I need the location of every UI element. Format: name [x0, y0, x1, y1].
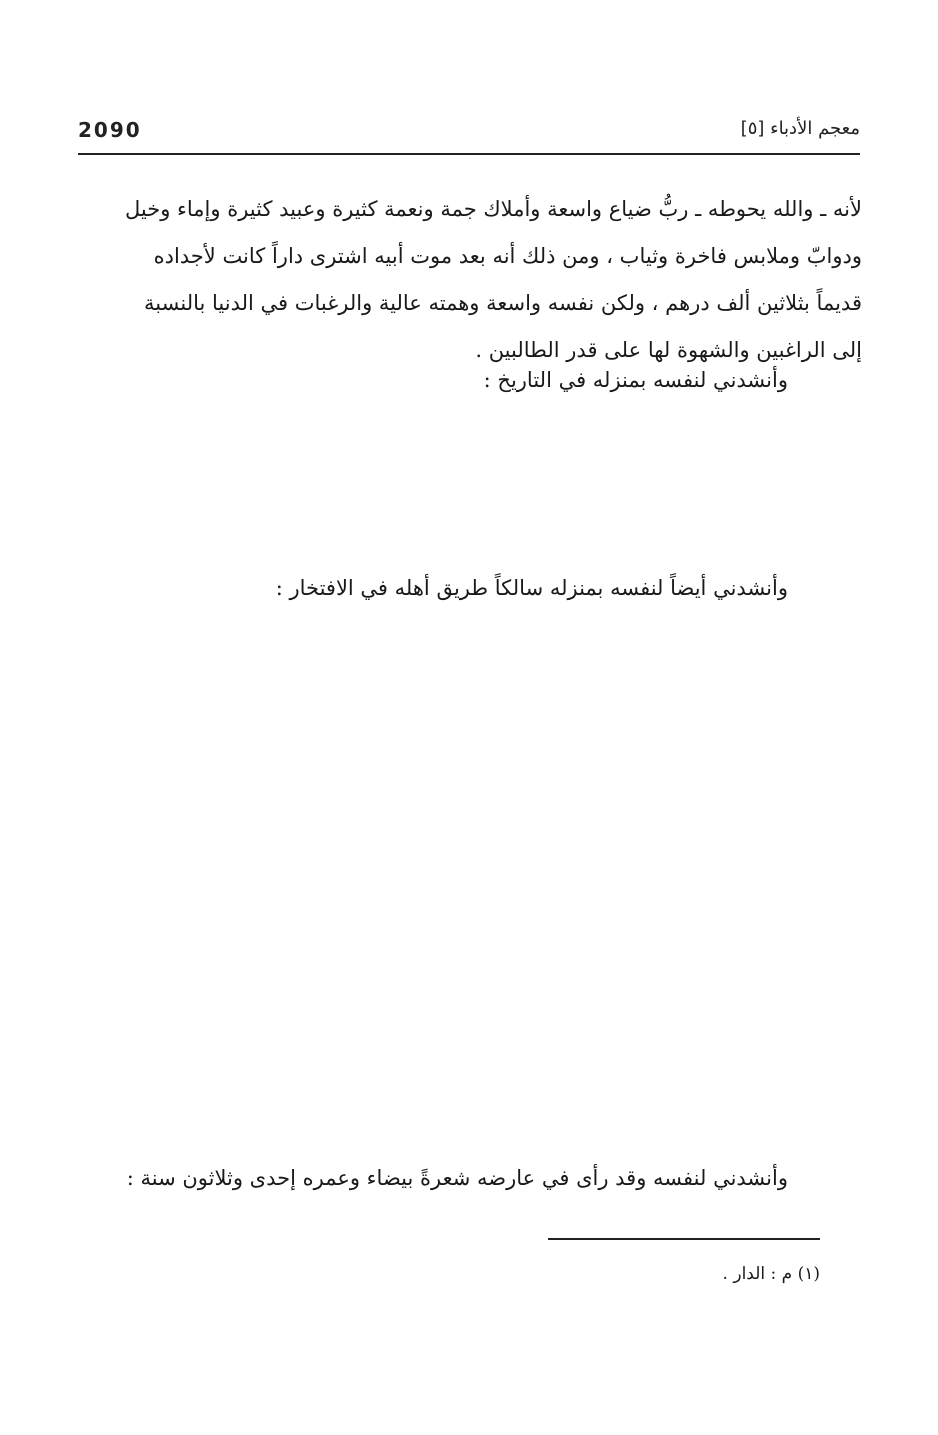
- poem-intro-1: وأنشدني لنفسه بمنزله في التاريخ :: [483, 368, 788, 392]
- header-rule: [78, 153, 860, 155]
- prose-line: لأنه ـ والله يحوطه ـ ربُّ ضياع واسعة وأملاك جمة ونعمة كثيرة وعبيد كثيرة وإماء وخيل: [125, 197, 862, 221]
- prose-line: قديماً بثلاثين ألف درهم ، ولكن نفسه واسعة وهمته عالية والرغبات في الدنيا بالنسبة: [144, 291, 862, 315]
- prose-line: ودوابّ وملابس فاخرة وثياب ، ومن ذلك أنه بعد موت أبيه اشترى داراً كانت لأجداده: [153, 244, 862, 268]
- running-head: معجم الأدباء [٥]: [740, 118, 860, 139]
- poem-intro-3: وأنشدني لنفسه وقد رأى في عارضه شعرةً بيضاء وعمره إحدى وثلاثون سنة :: [126, 1166, 788, 1190]
- page-number: 2090: [78, 118, 142, 142]
- footnote-rule: [548, 1238, 820, 1240]
- prose-paragraph: [76, 186, 862, 374]
- prose-line: إلى الراغبين والشهوة لها على قدر الطالبين .: [475, 338, 862, 362]
- page-header: [78, 118, 860, 150]
- poem-intro-2: وأنشدني أيضاً لنفسه بمنزله سالكاً طريق أهله في الافتخار :: [275, 576, 788, 600]
- footnote: (١) م : الدار .: [722, 1264, 820, 1284]
